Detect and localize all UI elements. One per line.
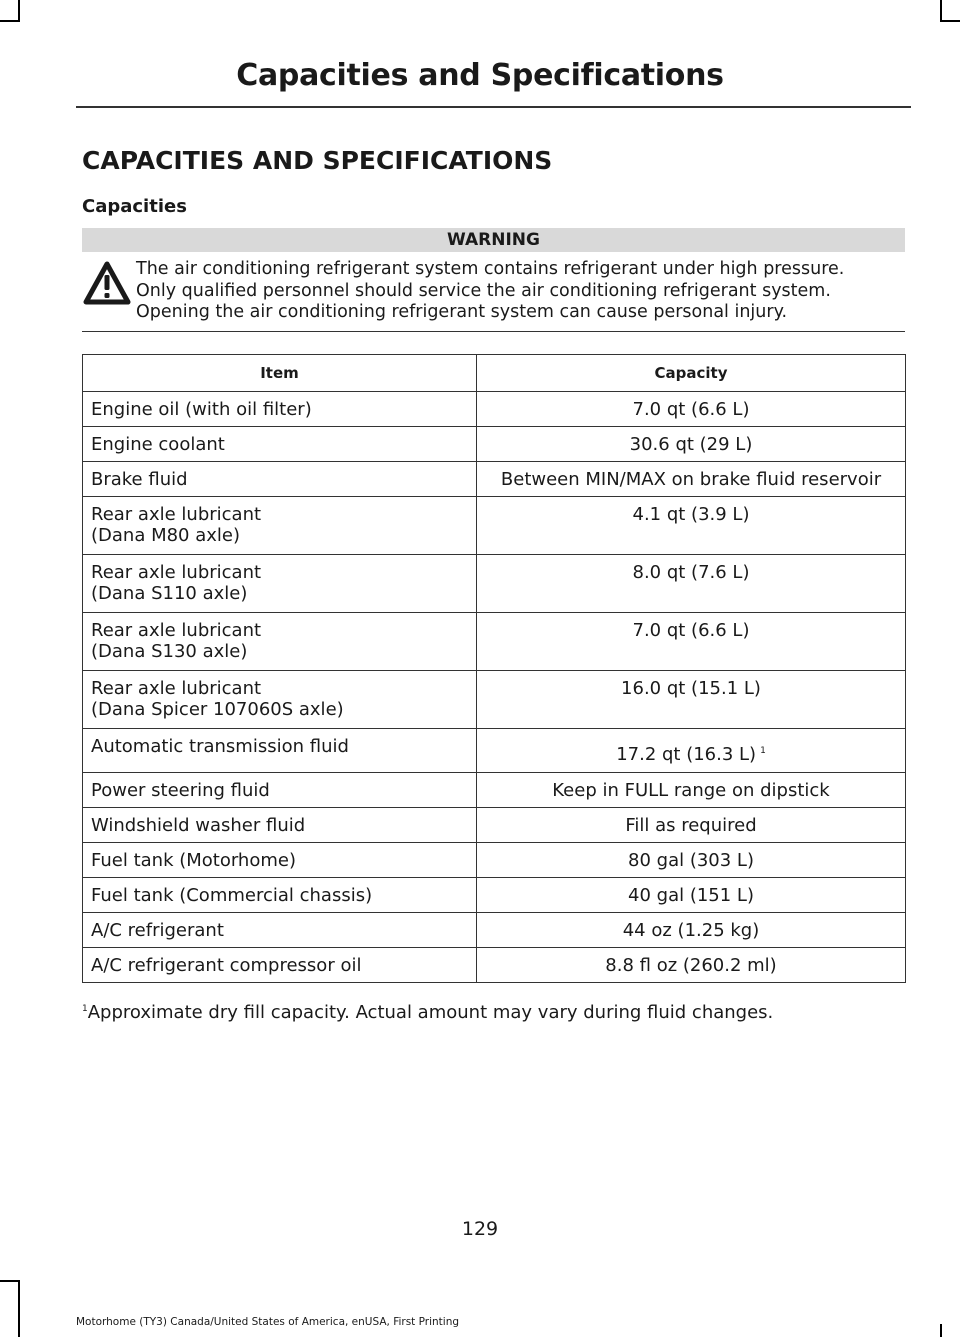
item-label: Rear axle lubricant [91, 678, 262, 699]
crop-mark [940, 20, 960, 22]
subsection-title: Capacities [82, 196, 187, 217]
item-label: Fuel tank (Commercial chassis) [91, 885, 373, 906]
capacity-cell [477, 773, 906, 808]
item-label: Engine oil (with oil filter) [91, 399, 312, 420]
capacity-value: 8.0 qt (7.6 L) [632, 562, 750, 583]
crop-mark [18, 0, 20, 22]
warning-text [136, 259, 906, 324]
table-row [83, 843, 906, 878]
capacity-cell [477, 878, 906, 913]
table-row [83, 913, 906, 948]
item-label: Fuel tank (Motorhome) [91, 850, 296, 871]
item-label: (Dana S110 axle) [91, 583, 248, 604]
capacity-cell [477, 729, 906, 773]
capacity-value: 16.0 qt (15.1 L) [621, 678, 761, 699]
item-cell [83, 555, 477, 613]
warning-line: The air conditioning refrigerant system contains refrigerant under high pressure. [136, 259, 845, 279]
warning-divider [82, 331, 905, 332]
item-label: Brake fluid [91, 469, 188, 490]
capacity-value: 7.0 qt (6.6 L) [632, 399, 750, 420]
item-label: A/C refrigerant [91, 920, 224, 941]
crop-mark [940, 0, 942, 22]
capacity-cell [477, 497, 906, 555]
crop-mark [0, 20, 20, 22]
item-label: (Dana Spicer 107060S axle) [91, 699, 344, 720]
table-row [83, 392, 906, 427]
table-body [83, 392, 906, 983]
document-footer: Motorhome (TY3) Canada/United States of America, enUSA, First Printing [76, 1316, 460, 1328]
capacity-cell [477, 671, 906, 729]
capacity-cell [477, 555, 906, 613]
crop-mark [0, 1280, 20, 1282]
footnote-marker: 1 [82, 1004, 88, 1014]
item-cell [83, 613, 477, 671]
table-row [83, 671, 906, 729]
capacity-cell [477, 948, 906, 983]
table-row [83, 878, 906, 913]
item-cell [83, 462, 477, 497]
table-row [83, 555, 906, 613]
column-header-capacity: Capacity [477, 355, 906, 392]
capacity-cell [477, 808, 906, 843]
item-cell [83, 497, 477, 555]
running-header: Capacities and Specifications [236, 58, 724, 93]
capacity-value: 4.1 qt (3.9 L) [632, 504, 750, 525]
item-label: Engine coolant [91, 434, 225, 455]
table-row [83, 948, 906, 983]
item-label: A/C refrigerant compressor oil [91, 955, 362, 976]
item-label: Rear axle lubricant [91, 562, 262, 583]
table-header-row [83, 355, 906, 392]
item-label: (Dana M80 axle) [91, 525, 241, 546]
capacity-value: 8.8 fl oz (260.2 ml) [605, 955, 777, 976]
item-label: Rear axle lubricant [91, 620, 262, 641]
item-cell [83, 773, 477, 808]
capacity-cell [477, 843, 906, 878]
warning-label: WARNING [82, 228, 905, 252]
capacities-table [82, 354, 906, 983]
page-number: 129 [461, 1218, 499, 1240]
item-label: Rear axle lubricant [91, 504, 262, 525]
capacity-value: 30.6 qt (29 L) [629, 434, 753, 455]
item-cell [83, 913, 477, 948]
warning-triangle-icon [82, 260, 132, 306]
capacity-value: 40 gal (151 L) [628, 885, 754, 906]
item-cell [83, 843, 477, 878]
column-header-item: Item [83, 355, 477, 392]
capacity-value: 17.2 qt (16.3 L) [616, 744, 757, 765]
item-label: Power steering fluid [91, 780, 270, 801]
capacity-value: 80 gal (303 L) [628, 850, 754, 871]
table-row [83, 773, 906, 808]
section-title: CAPACITIES AND SPECIFICATIONS [82, 146, 553, 175]
capacity-value: Keep in FULL range on dipstick [552, 780, 830, 801]
item-cell [83, 948, 477, 983]
footnote-text: Approximate dry fill capacity. Actual amount may vary during fluid changes. [87, 1002, 774, 1023]
crop-mark [940, 1324, 942, 1337]
header-divider [76, 106, 911, 108]
warning-line: Opening the air conditioning refrigerant system can cause personal injury. [136, 302, 788, 322]
table-row [83, 462, 906, 497]
capacity-cell [477, 427, 906, 462]
table-row [83, 427, 906, 462]
item-label: Windshield washer fluid [91, 815, 306, 836]
capacity-value: Fill as required [625, 815, 757, 836]
item-cell [83, 808, 477, 843]
item-label: Automatic transmission fluid [91, 736, 349, 757]
item-label: (Dana S130 axle) [91, 641, 248, 662]
footnote [82, 1002, 773, 1023]
item-cell [83, 392, 477, 427]
warning-line: Only qualified personnel should service the air conditioning refrigerant system. [136, 280, 831, 301]
item-cell [83, 729, 477, 773]
capacity-cell [477, 913, 906, 948]
item-cell [83, 671, 477, 729]
capacity-cell [477, 613, 906, 671]
footnote-reference: 1 [760, 746, 766, 756]
crop-mark [18, 1280, 20, 1337]
table-row [83, 613, 906, 671]
table-row [83, 497, 906, 555]
capacity-cell [477, 392, 906, 427]
capacity-cell [477, 462, 906, 497]
capacity-value: 7.0 qt (6.6 L) [632, 620, 750, 641]
item-cell [83, 878, 477, 913]
item-cell [83, 427, 477, 462]
capacity-value: 44 oz (1.25 kg) [622, 920, 760, 941]
table-row [83, 729, 906, 773]
capacity-value: Between MIN/MAX on brake fluid reservoir [500, 469, 882, 490]
table-row [83, 808, 906, 843]
